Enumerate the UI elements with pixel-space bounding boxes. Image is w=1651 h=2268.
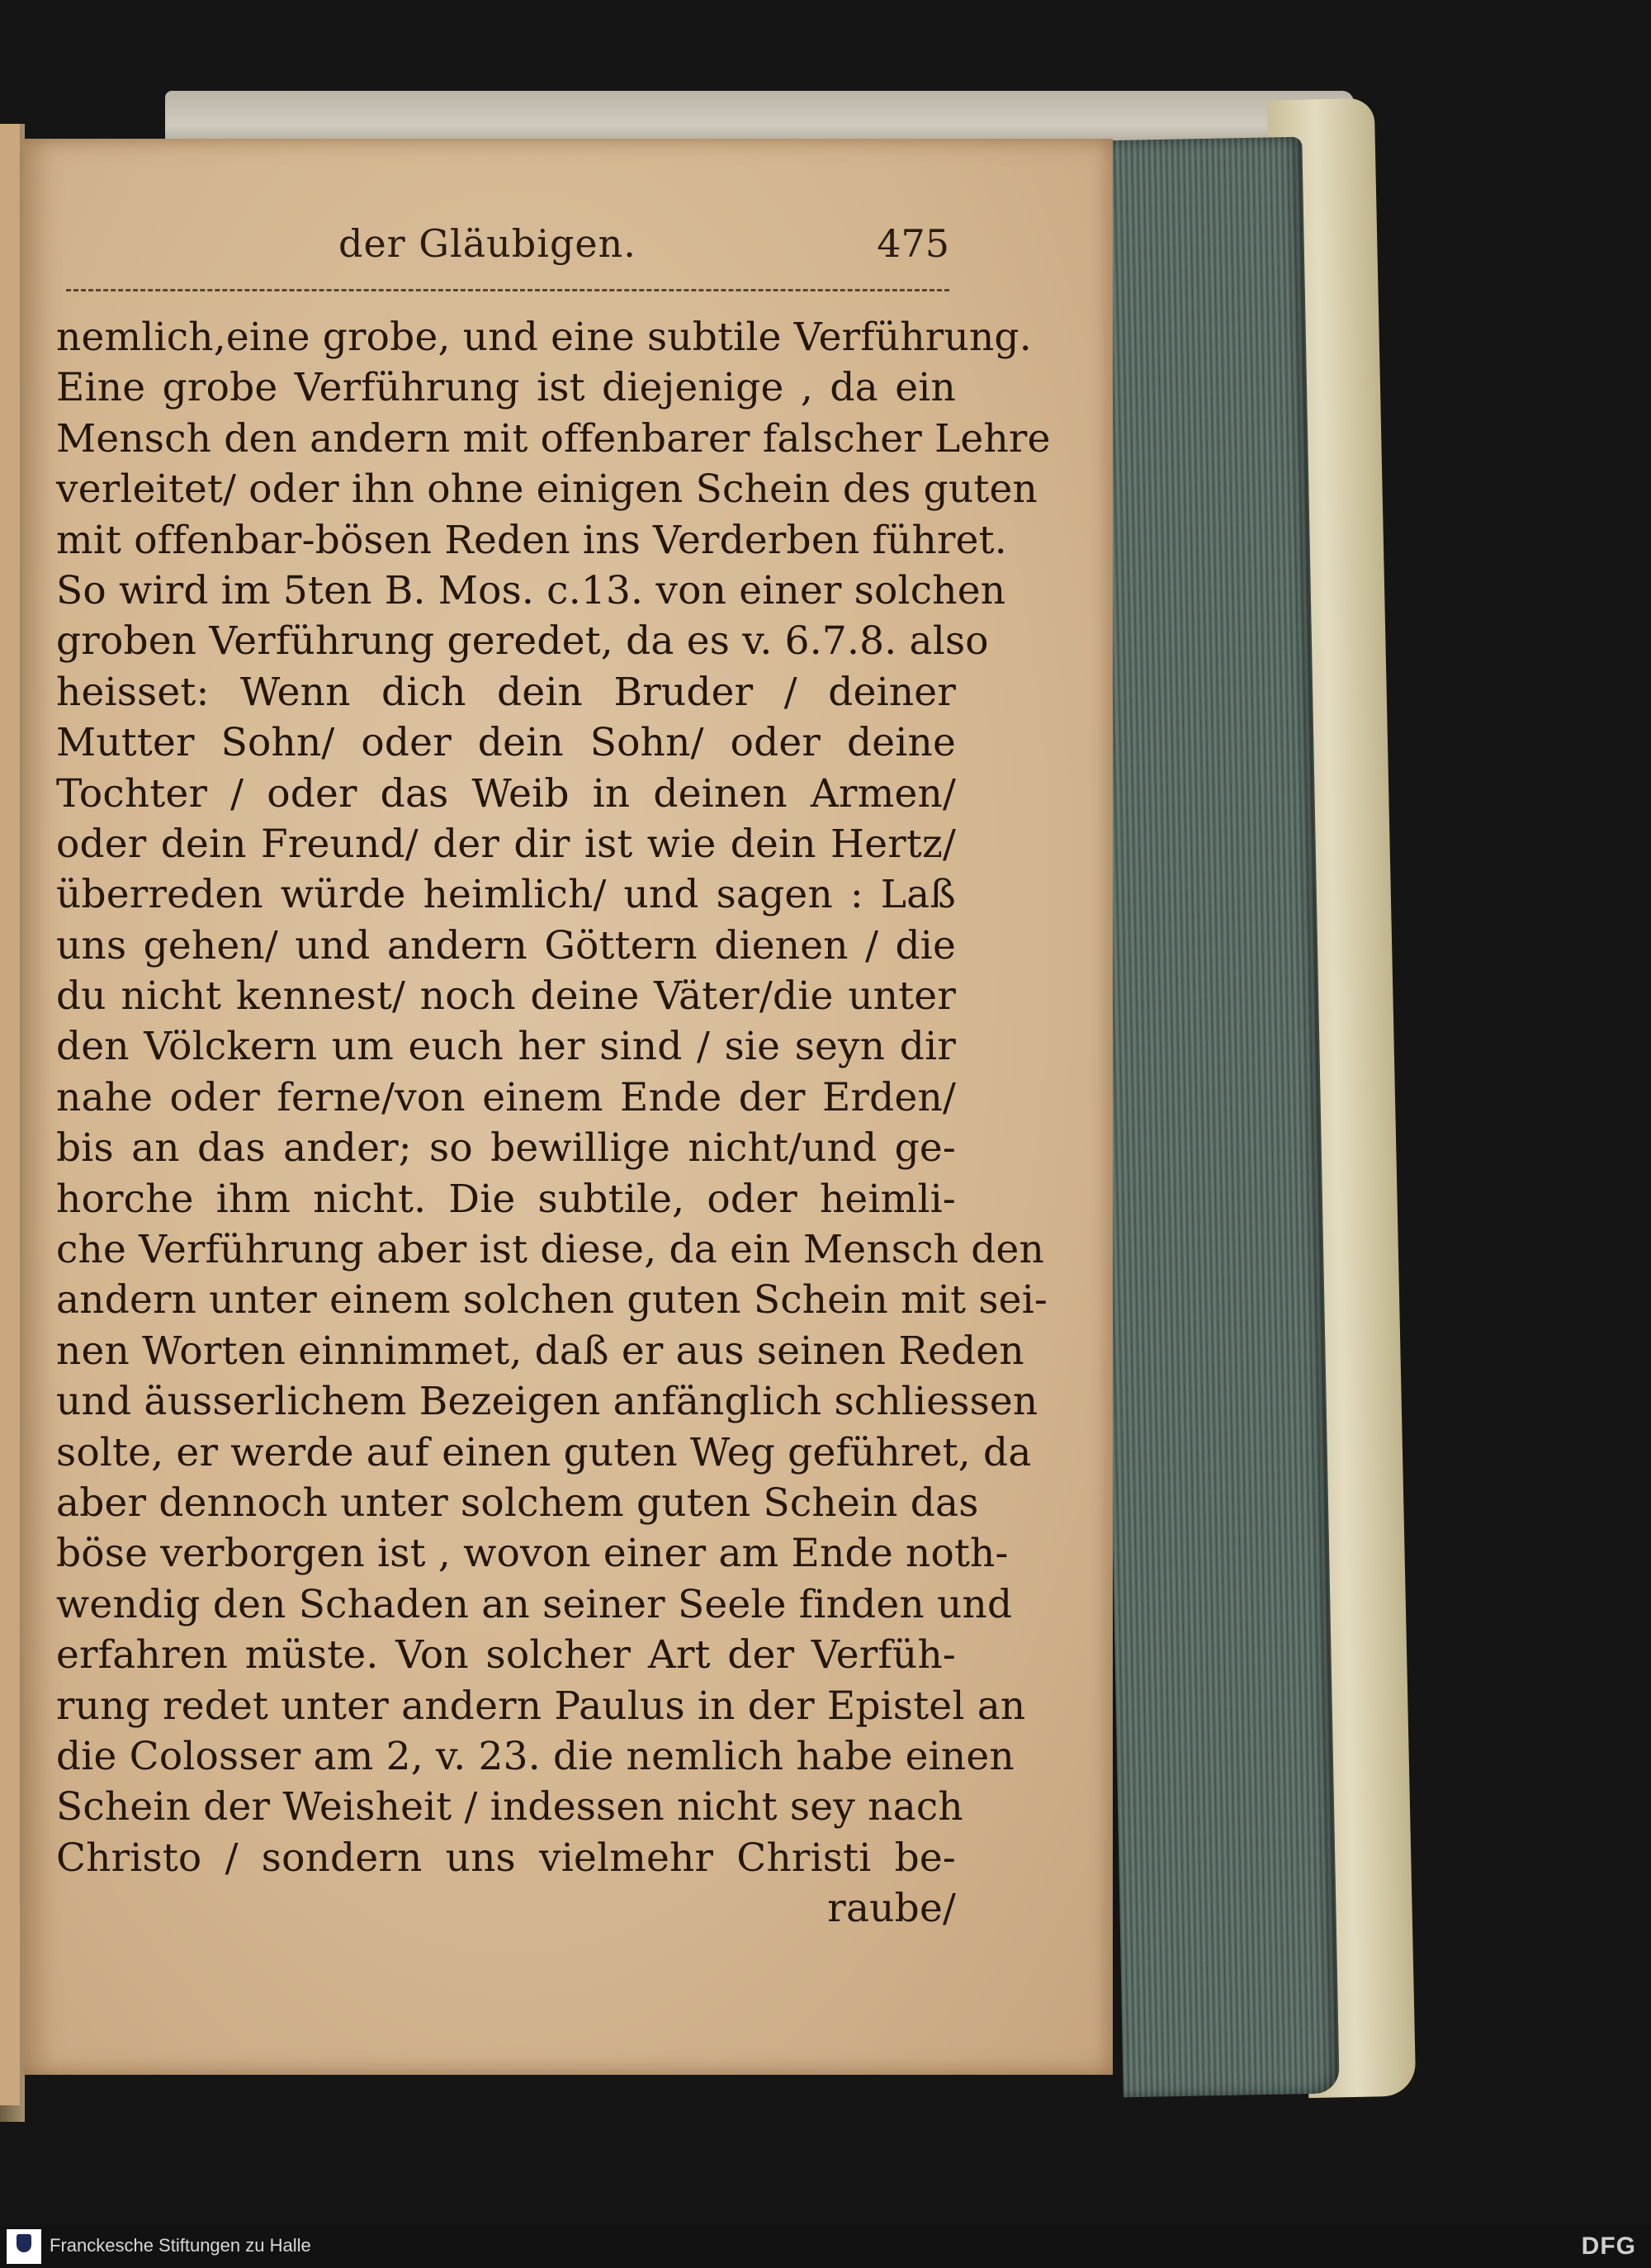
running-head: der Gläubigen. [338,221,636,266]
text-line: aber dennoch unter solchem guten Schein das [56,1480,979,1526]
text-line: uns gehen/ und andern Göttern dienen / die [56,922,956,968]
text-line: Mensch den andern mit offenbarer falscher Lehre [56,415,1051,462]
text-line: groben Verführung geredet, da es v. 6.7.8. also [56,618,989,665]
book-fore-edge [1086,137,1339,2098]
text-line: böse verborgen ist , wovon einer am Ende noth- [56,1531,1009,1577]
page-number: 475 [877,221,949,266]
text-line: oder dein Freund/ der dir ist wie dein Hertz/ [56,821,956,867]
text-line: che Verführung aber ist diese, da ein Mensch den [56,1227,1045,1273]
previous-page-edge [0,124,20,2105]
text-line: andern unter einem solchen guten Schein mit sei- [56,1277,1048,1323]
text-line: und äusserlichem Bezeigen anfänglich schliessen [56,1379,1038,1425]
header-rule [66,289,949,291]
text-line: solte, er werde auf einen guten Weg geführet, da [56,1429,1032,1475]
text-line: Eine grobe Verführung ist diejenige , da ein [56,365,956,411]
text-line: Christo / sondern uns vielmehr Christi be- [56,1835,956,1881]
dfg-logo[interactable]: DFG [1581,2232,1636,2260]
text-line: mit offenbar-bösen Reden ins Verderben führet. [56,517,1007,563]
text-line: den Völckern um euch her sind / sie seyn dir [56,1024,956,1070]
text-line: erfahren müste. Von solcher Art der Verfüh- [56,1632,956,1679]
text-line: nen Worten einnimmet, daß er aus seinen Reden [56,1328,1024,1374]
text-line: nahe oder ferne/von einem Ende der Erden/ [56,1074,956,1120]
text-line: du nicht kennest/ noch deine Väter/die unter [56,973,956,1020]
text-line: heisset: Wenn dich dein Bruder / deiner [56,669,956,715]
text-line: bis an das ander; so bewillige nicht/und ge- [56,1125,956,1172]
catchword: raube/ [827,1886,956,1932]
text-line: Mutter Sohn/ oder dein Sohn/ oder deine [56,720,956,766]
institution-logo-icon[interactable] [7,2229,41,2264]
text-line: nemlich,eine grobe, und eine subtile Verführung. [56,315,1032,360]
text-line: überreden würde heimlich/ und sagen : Laß [56,872,956,918]
text-line: horche ihm nicht. Die subtile, oder heimli- [56,1176,956,1222]
text-line: wendig den Schaden an seiner Seele finden und [56,1581,1013,1627]
body-text [56,312,1051,1934]
text-line: Schein der Weisheit / indessen nicht sey nach [56,1784,963,1830]
institution-name[interactable]: Franckesche Stiftungen zu Halle [50,2235,311,2256]
text-line: Tochter / oder das Weib in deinen Armen/ [56,770,956,817]
text-line: So wird im 5ten B. Mos. c.13. von einer solchen [56,567,1006,613]
page-header [66,221,949,279]
text-line: rung redet unter andern Paulus in der Epistel an [56,1683,1026,1729]
text-line: die Colosser am 2, v. 23. die nemlich habe einen [56,1733,1015,1779]
text-line: verleitet/ oder ihn ohne einigen Schein des guten [56,466,1038,513]
